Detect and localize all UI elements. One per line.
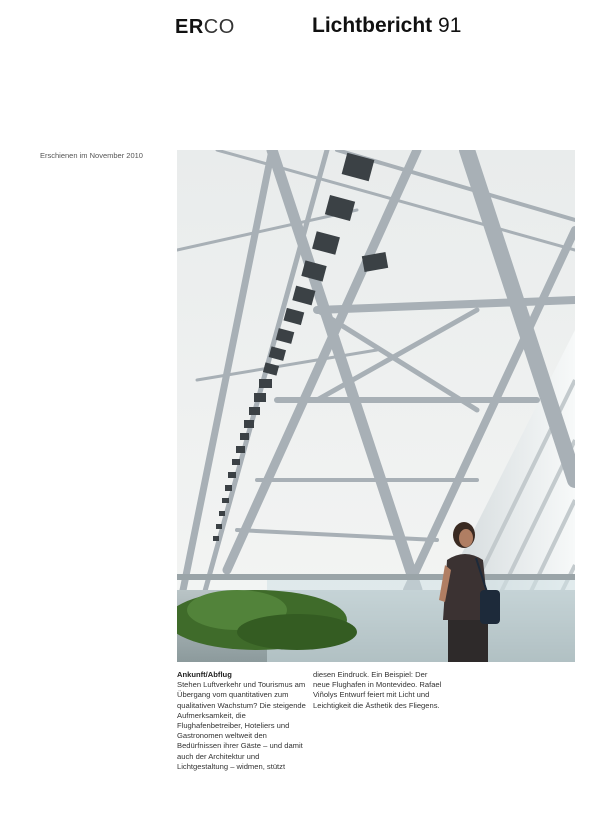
caption-column-2 (313, 670, 443, 711)
issue-number: 91 (438, 14, 462, 37)
publication-date: Erschienen im November 2010 (40, 151, 143, 160)
magazine-title (312, 14, 461, 38)
brand-bold: ER (175, 16, 204, 38)
caption-heading: Ankunft/Abflug (177, 670, 232, 679)
brand-light: CO (203, 16, 235, 38)
brand-logo (175, 16, 235, 39)
caption-column-1 (177, 670, 307, 772)
balustrade-rail (177, 574, 575, 580)
title-name: Lichtbericht (312, 14, 433, 37)
cover-photo (177, 150, 575, 662)
caption-body-2: diesen Eindruck. Ein Beispiel: Der neue Flughafen in Montevideo. Rafael Viñolys Entwurf feiert mit Licht und Leichtigkeit die Ästhetik des Fliegens. (313, 670, 442, 710)
caption-body-1: Stehen Luftverkehr und Tourismus am Übergang vom quantitativen zum qualitativen Wachstum? Die steigende Aufmerksamkeit, die Flughafenbetreiber, Hoteliers und Gastronomen weltweit den Bedürfnissen ihrer Gäste – und damit auch der Architektur und Lichtgestaltung – widmen, stützt (177, 680, 306, 771)
